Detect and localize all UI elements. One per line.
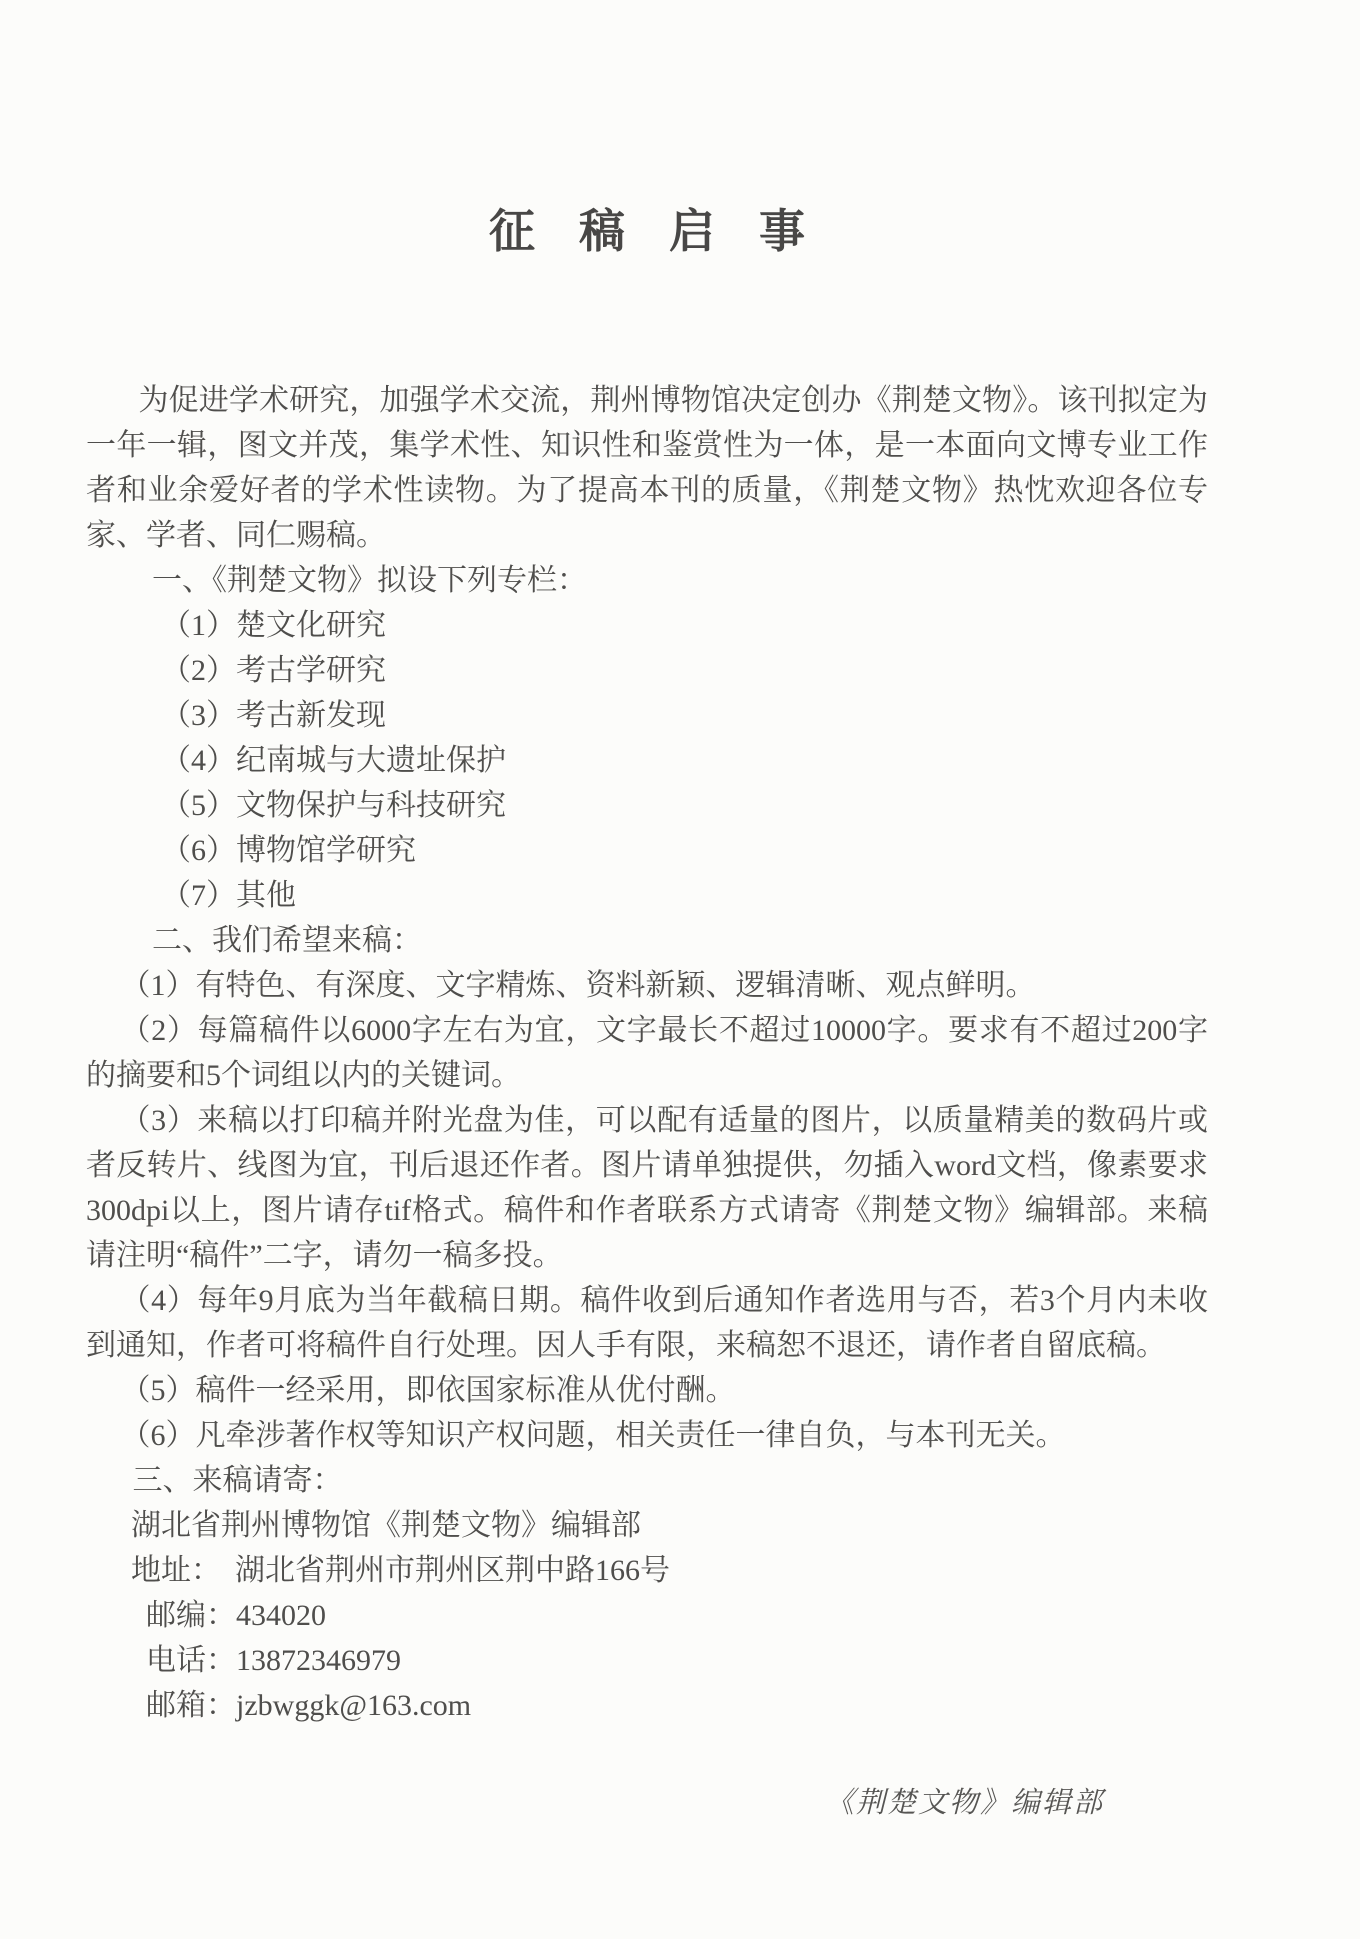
zip-value: 434020	[236, 1599, 326, 1632]
guideline-item-5: （5）稿件一经采用，即依国家标准从优付酬。	[120, 1374, 736, 1407]
address-value: 湖北省荆州市荆州区荆中路166号	[235, 1554, 670, 1587]
contact-address	[86, 1548, 1208, 1593]
page-title: 征稿启事	[489, 206, 849, 257]
contact-phone	[86, 1638, 1208, 1683]
guideline-item-4: （4）每年9月底为当年截稿日期。稿件收到后通知作者选用与否，若3个月内未收到通知，作者可将稿件自行处理。因人手有限，来稿恕不退还，请作者自留底稿。	[86, 1284, 1208, 1362]
guideline-item-2: （2）每篇稿件以6000字左右为宜，文字最长不超过10000字。要求有不超过200字的摘要和5个词组以内的关键词。	[86, 1014, 1208, 1092]
guideline-item-3: （3）来稿以打印稿并附光盘为佳，可以配有适量的图片，以质量精美的数码片或者反转片、线图为宜，刊后退还作者。图片请单独提供，勿插入word文档，像素要求300dpi以上，图片请存tif格式。稿件和作者联系方式请寄《荆楚文物》编辑部。来稿请注明“稿件”二字，请勿一稿多投。	[86, 1104, 1208, 1272]
intro-paragraph: 为促进学术研究，加强学术交流，荆州博物馆决定创办《荆楚文物》。该刊拟定为一年一辑，图文并茂，集学术性、知识性和鉴赏性为一体，是一本面向文博专业工作者和业余爱好者的学术性读物。为了提高本刊的质量，《荆楚文物》热忱欢迎各位专家、学者、同仁赐稿。	[86, 384, 1208, 552]
text-block	[86, 0, 1208, 1821]
signature: 《荆楚文物》编辑部	[824, 1787, 1104, 1819]
contact-email	[86, 1683, 1208, 1728]
section-3-heading: 三、来稿请寄：	[132, 1464, 343, 1497]
column-item-5: （5）文物保护与科技研究	[161, 789, 506, 822]
guideline-item-6: （6）凡牵涉著作权等知识产权问题，相关责任一律自负，与本刊无关。	[120, 1419, 1066, 1452]
column-item-4: （4）纪南城与大遗址保护	[161, 744, 506, 777]
section-1-heading: 一、《荆楚文物》拟设下列专栏：	[152, 564, 587, 597]
column-item-7: （7）其他	[161, 879, 296, 912]
contact-recipient: 湖北省荆州博物馆《荆楚文物》编辑部	[131, 1509, 641, 1542]
phone-label: 电话：	[146, 1644, 236, 1677]
email-label: 邮箱：	[146, 1689, 236, 1722]
column-item-6: （6）博物馆学研究	[161, 834, 416, 867]
section-2-heading: 二、我们希望来稿：	[152, 924, 422, 957]
column-item-2: （2）考古学研究	[161, 654, 386, 687]
column-item-1: （1）楚文化研究	[161, 609, 386, 642]
zip-label: 邮编：	[146, 1599, 236, 1632]
column-item-3: （3）考古新发现	[161, 699, 386, 732]
guideline-item-1: （1）有特色、有深度、文字精炼、资料新颖、逻辑清晰、观点鲜明。	[120, 969, 1036, 1002]
contact-zip	[86, 1593, 1208, 1638]
address-label: 地址：	[131, 1554, 221, 1587]
email-value: jzbwggk@163.com	[236, 1689, 472, 1722]
phone-value: 13872346979	[236, 1644, 401, 1677]
